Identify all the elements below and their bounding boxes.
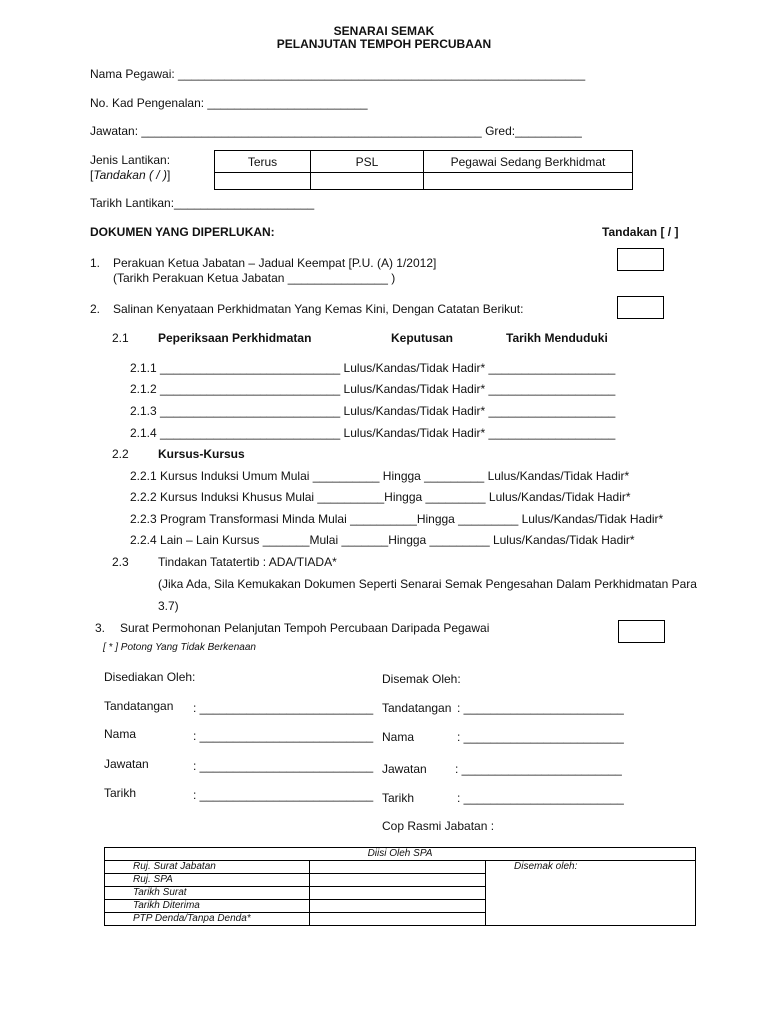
- section-2-1-col-peperiksaan: Peperiksaan Perkhidmatan: [158, 331, 312, 345]
- bracket-open: [: [90, 168, 94, 182]
- left-jawatan-label: Jawatan: [104, 757, 149, 771]
- left-tarikh-line: : __________________________: [193, 788, 374, 802]
- item-1-text: Perakuan Ketua Jabatan – Jadual Keempat [P.U. (A) 1/2012]: [113, 256, 437, 270]
- spa-row-label: Ruj. SPA: [105, 874, 310, 887]
- section-2-2-title: Kursus-Kursus: [158, 447, 245, 461]
- right-jawatan-label: Jawatan: [382, 762, 427, 776]
- jenis-lantikan-table: [214, 150, 633, 190]
- row-2-1-3: 2.1.3 ___________________________ Lulus/Kandas/Tidak Hadir* ___________________: [130, 404, 616, 418]
- tandakan-text: Tandakan ( / ): [93, 168, 167, 182]
- row-2-1-1: 2.1.1 ___________________________ Lulus/Kandas/Tidak Hadir* ___________________: [130, 361, 616, 375]
- left-nama-label: Nama: [104, 727, 137, 741]
- right-nama-label: Nama: [382, 730, 415, 744]
- section-2-3-note-line-2: 3.7): [158, 599, 179, 613]
- spa-row-label: Ruj. Surat Jabatan: [105, 861, 310, 874]
- jawatan-gred-field: Jawatan: ___________________________________________________ Gred:__________: [90, 124, 582, 138]
- section-2-1-number: 2.1: [112, 331, 129, 345]
- right-nama-line: : ________________________: [457, 730, 624, 744]
- left-nama-line: : __________________________: [193, 729, 374, 743]
- row-2-1-4: 2.1.4 ___________________________ Lulus/Kandas/Tidak Hadir* ___________________: [130, 426, 616, 440]
- potong-note: [ * ] Potong Yang Tidak Berkenaan: [103, 642, 256, 653]
- title-line-1: SENARAI SEMAK: [333, 24, 435, 38]
- lantikan-header-psl: PSL: [311, 151, 424, 173]
- item-2-checkbox[interactable]: [617, 296, 664, 319]
- spa-header: Diisi Oleh SPA: [105, 848, 696, 861]
- item-2-number: 2.: [90, 302, 101, 316]
- lantikan-check-sedang-berkhidmat[interactable]: [424, 173, 633, 190]
- item-1-subtext: (Tarikh Perakuan Ketua Jabatan _______________ ): [113, 271, 396, 285]
- item-3-number: 3.: [95, 621, 106, 635]
- right-tarikh-line: : ________________________: [457, 791, 624, 805]
- kad-pengenalan-field: No. Kad Pengenalan: ________________________: [90, 96, 368, 110]
- lantikan-header-sedang-berkhidmat: Pegawai Sedang Berkhidmat: [424, 151, 633, 173]
- left-tandatangan-label: Tandatangan: [104, 699, 174, 713]
- item-2-text: Salinan Kenyataan Perkhidmatan Yang Kemas Kini, Dengan Catatan Berikut:: [113, 302, 524, 316]
- left-tarikh-label: Tarikh: [104, 786, 137, 800]
- tandakan-hint: [90, 168, 170, 182]
- section-2-1-col-tarikh: Tarikh Menduduki: [506, 331, 608, 345]
- spa-row-value[interactable]: [310, 861, 486, 874]
- item-1-checkbox[interactable]: [617, 248, 664, 271]
- disemak-oleh-title: Disemak Oleh:: [382, 672, 461, 686]
- cop-rasmi-label: Cop Rasmi Jabatan :: [382, 819, 495, 833]
- right-tarikh-label: Tarikh: [382, 791, 415, 805]
- right-jawatan-line: : ________________________: [455, 762, 622, 776]
- tarikh-lantikan-field: Tarikh Lantikan:_____________________: [90, 196, 315, 210]
- lantikan-check-terus[interactable]: [215, 173, 311, 190]
- right-tandatangan-label: Tandatangan: [382, 701, 452, 715]
- spa-row-label: Tarikh Surat: [105, 887, 310, 900]
- row-2-2-2: 2.2.2 Kursus Induksi Khusus Mulai __________Hingga _________ Lulus/Kandas/Tidak Hadir*: [130, 490, 631, 504]
- left-jawatan-line: : __________________________: [193, 759, 374, 773]
- nama-pegawai-field: Nama Pegawai: _____________________________________________________________: [90, 67, 586, 81]
- section-2-3-text: Tindakan Tatatertib : ADA/TIADA*: [158, 555, 337, 569]
- spa-row-value[interactable]: [310, 887, 486, 900]
- lantikan-header-terus: Terus: [215, 151, 311, 173]
- row-2-2-3: 2.2.3 Program Transformasi Minda Mulai __________Hingga _________ Lulus/Kandas/Tidak Hadir*: [130, 512, 664, 526]
- section-2-3-note-line-1: (Jika Ada, Sila Kemukakan Dokumen Seperti Senarai Semak Pengesahan Dalam Perkhidmatan Para: [158, 577, 697, 591]
- spa-row-label: PTP Denda/Tanpa Denda*: [105, 913, 310, 926]
- jenis-lantikan-label: Jenis Lantikan:: [90, 153, 171, 167]
- disediakan-oleh-title: Disediakan Oleh:: [104, 670, 196, 684]
- spa-table: [104, 847, 696, 926]
- row-2-1-2: 2.1.2 ___________________________ Lulus/Kandas/Tidak Hadir* ___________________: [130, 382, 616, 396]
- item-3-checkbox[interactable]: [618, 620, 665, 643]
- spa-disemak-oleh: Disemak oleh:: [486, 861, 696, 926]
- spa-row-value[interactable]: [310, 900, 486, 913]
- title-line-2: PELANJUTAN TEMPOH PERCUBAAN: [276, 37, 492, 51]
- dokumen-heading: DOKUMEN YANG DIPERLUKAN:: [90, 225, 275, 239]
- tandakan-heading: Tandakan [ / ]: [602, 225, 679, 239]
- row-2-2-1: 2.2.1 Kursus Induksi Umum Mulai __________ Hingga _________ Lulus/Kandas/Tidak Hadir*: [130, 469, 630, 483]
- spa-row-value[interactable]: [310, 913, 486, 926]
- bracket-close: ]: [166, 168, 171, 182]
- item-3-text: Surat Permohonan Pelanjutan Tempoh Percubaan Daripada Pegawai: [120, 621, 490, 635]
- left-tandatangan-line: : __________________________: [193, 701, 374, 715]
- item-1-number: 1.: [90, 256, 101, 270]
- row-2-2-4: 2.2.4 Lain – Lain Kursus _______Mulai _______Hingga _________ Lulus/Kandas/Tidak Hadir*: [130, 533, 635, 547]
- section-2-2-number: 2.2: [112, 447, 129, 461]
- lantikan-check-psl[interactable]: [311, 173, 424, 190]
- spa-row-label: Tarikh Diterima: [105, 900, 310, 913]
- section-2-3-number: 2.3: [112, 555, 129, 569]
- spa-row-value[interactable]: [310, 874, 486, 887]
- right-tandatangan-line: : ________________________: [457, 701, 624, 715]
- section-2-1-col-keputusan: Keputusan: [391, 331, 454, 345]
